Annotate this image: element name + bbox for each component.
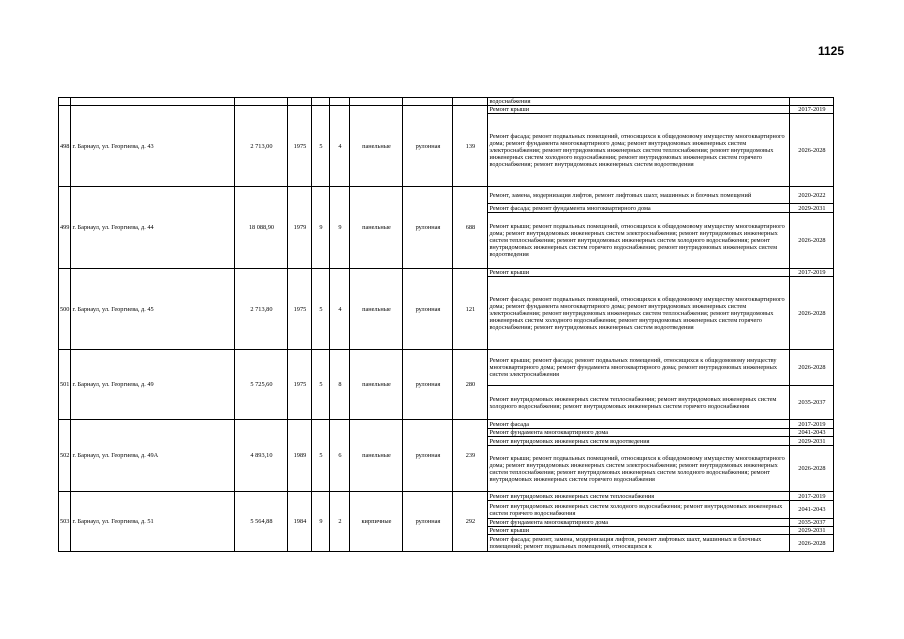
row-number: 499 — [59, 187, 71, 269]
work-description: Ремонт фасада; ремонт фундамента многоквартирного дома — [488, 204, 790, 213]
work-description: Ремонт крыши; ремонт подвальных помещений, относящихся к общедомовому имуществу многоквартирного дома; ремонт внутридомовых инженерных систем электроснабжения; ремонт внутридомовых инженерных систем теплоснабжения; ремонт внутридомовых инженерных систем холодного водоснабжения; ремонт внутридомовых инженерных систем горячего водоснабжения; ремонт внутридомовых инженерных систем водоотведения — [488, 213, 790, 269]
row-number: 501 — [59, 350, 71, 420]
work-description: Ремонт крыши — [488, 106, 790, 114]
row-number: 498 — [59, 106, 71, 187]
residents-count: 292 — [453, 492, 488, 552]
work-period: 2017-2019 — [790, 420, 834, 429]
total-area: 5 564,88 — [235, 492, 288, 552]
roof-type: рулонная — [403, 492, 453, 552]
build-year: 1975 — [288, 350, 312, 420]
address: г. Барнаул, ул. Георгиева, д. 51 — [71, 492, 235, 552]
build-year: 1975 — [288, 106, 312, 187]
residents-count: 139 — [453, 106, 488, 187]
work-period: 2026-2028 — [790, 114, 834, 187]
entrances-count: 8 — [330, 350, 350, 420]
work-description: Ремонт крыши; ремонт подвальных помещений, относящихся к общедомовому имуществу многоквартирного дома; ремонт внутридомовых инженерных систем электроснабжения; ремонт внутридомовых инженерных систем теплоснабжения; ремонт внутридомовых инженерных систем холодного водоснабжения; ремонт внутридомовых инженерных систем горячего водоснабжения — [488, 446, 790, 492]
work-period: 2029-2031 — [790, 527, 834, 535]
work-description: Ремонт фасада; ремонт подвальных помещений, относящихся к общедомовому имуществу многоквартирного дома; ремонт фундамента многоквартирного дома; ремонт внутридомовых инженерных систем электроснабжения; ремонт внутридомовых инженерных систем теплоснабжения; ремонт внутридомовых инженерных систем холодного водоснабжения; ремонт внутридомовых инженерных систем горячего водоснабжения; ремонт внутридомовых инженерных систем водоотведения — [488, 277, 790, 350]
table-row — [59, 187, 834, 204]
row-number: 500 — [59, 269, 71, 350]
work-description: Ремонт внутридомовых инженерных систем холодного водоснабжения; ремонт внутридомовых инженерных систем горячего водоснабжения — [488, 501, 790, 519]
work-period: 2017-2019 — [790, 492, 834, 501]
wall-material: кирпичные — [350, 492, 403, 552]
work-period: 2041-2043 — [790, 429, 834, 437]
work-description: Ремонт внутридомовых инженерных систем теплоснабжения; ремонт внутридомовых инженерных систем холодного водоснабжения; ремонт внутридомовых инженерных систем горячего водоснабжения — [488, 386, 790, 420]
floors-count: 9 — [312, 187, 330, 269]
work-period: 2026-2028 — [790, 277, 834, 350]
table-row — [59, 350, 834, 386]
row-number: 503 — [59, 492, 71, 552]
address: г. Барнаул, ул. Георгиева, д. 43 — [71, 106, 235, 187]
address: г. Барнаул, ул. Георгиева, д. 44 — [71, 187, 235, 269]
entrances-count: 4 — [330, 106, 350, 187]
build-year: 1989 — [288, 420, 312, 492]
work-period: 2029-2031 — [790, 204, 834, 213]
floors-count: 5 — [312, 269, 330, 350]
work-period: 2017-2019 — [790, 269, 834, 277]
entrances-count: 4 — [330, 269, 350, 350]
roof-type: рулонная — [403, 106, 453, 187]
work-description: Ремонт фундамента многоквартирного дома — [488, 519, 790, 527]
work-description: Ремонт крыши — [488, 269, 790, 277]
work-period: 2026-2028 — [790, 446, 834, 492]
work-description: Ремонт крыши — [488, 527, 790, 535]
entrances-count: 2 — [330, 492, 350, 552]
entrances-count: 9 — [330, 187, 350, 269]
roof-type: рулонная — [403, 350, 453, 420]
table-row — [59, 492, 834, 501]
work-period: 2035-2037 — [790, 386, 834, 420]
continuation-text: водоснабжения — [488, 98, 790, 106]
work-period: 2029-2031 — [790, 437, 834, 446]
roof-type: рулонная — [403, 420, 453, 492]
wall-material: панельные — [350, 350, 403, 420]
residents-count: 280 — [453, 350, 488, 420]
work-period: 2026-2028 — [790, 535, 834, 552]
wall-material: панельные — [350, 269, 403, 350]
floors-count: 5 — [312, 350, 330, 420]
total-area: 18 088,90 — [235, 187, 288, 269]
work-period: 2041-2043 — [790, 501, 834, 519]
capital-repair-table — [58, 97, 834, 552]
work-period: 2026-2028 — [790, 213, 834, 269]
address: г. Барнаул, ул. Георгиева, д. 49А — [71, 420, 235, 492]
work-description: Ремонт внутридомовых инженерных систем теплоснабжения — [488, 492, 790, 501]
work-description: Ремонт фасада; ремонт подвальных помещений, относящихся к общедомовому имуществу многоквартирного дома; ремонт фундамента многоквартирного дома; ремонт внутридомовых инженерных систем электроснабжения; ремонт внутридомовых инженерных систем теплоснабжения; ремонт внутридомовых инженерных систем холодного водоснабжения; ремонт внутридомовых инженерных систем горячего водоснабжения; ремонт внутридомовых инженерных систем водоотведения — [488, 114, 790, 187]
build-year: 1975 — [288, 269, 312, 350]
table-row — [59, 269, 834, 277]
work-period: 2026-2028 — [790, 350, 834, 386]
work-description: Ремонт фундамента многоквартирного дома — [488, 429, 790, 437]
address: г. Барнаул, ул. Георгиева, д. 49 — [71, 350, 235, 420]
table-row — [59, 420, 834, 429]
roof-type: рулонная — [403, 187, 453, 269]
wall-material: панельные — [350, 187, 403, 269]
work-period: 2020-2022 — [790, 187, 834, 204]
build-year: 1984 — [288, 492, 312, 552]
wall-material: панельные — [350, 420, 403, 492]
total-area: 2 713,80 — [235, 269, 288, 350]
row-number: 502 — [59, 420, 71, 492]
build-year: 1979 — [288, 187, 312, 269]
residents-count: 121 — [453, 269, 488, 350]
address: г. Барнаул, ул. Георгиева, д. 45 — [71, 269, 235, 350]
work-description: Ремонт внутридомовых инженерных систем водоотведения — [488, 437, 790, 446]
work-description: Ремонт фасада; ремонт, замена, модернизация лифтов, ремонт лифтовых шахт, машинных и блочных помещений; ремонт подвальных помещений, относящихся к — [488, 535, 790, 552]
work-description: Ремонт, замена, модернизация лифтов, ремонт лифтовых шахт, машинных и блочных помещений — [488, 187, 790, 204]
floors-count: 9 — [312, 492, 330, 552]
total-area: 5 725,60 — [235, 350, 288, 420]
continuation-row — [59, 98, 834, 106]
page-number: 1125 — [818, 44, 845, 58]
floors-count: 5 — [312, 420, 330, 492]
total-area: 4 893,10 — [235, 420, 288, 492]
residents-count: 239 — [453, 420, 488, 492]
work-period: 2017-2019 — [790, 106, 834, 114]
roof-type: рулонная — [403, 269, 453, 350]
table-row — [59, 106, 834, 114]
work-description: Ремонт крыши; ремонт фасада; ремонт подвальных помещений, относящихся к общедомовому имуществу многоквартирного дома; ремонт фундамента многоквартирного дома; ремонт внутридомовых инженерных систем электроснабжения — [488, 350, 790, 386]
entrances-count: 6 — [330, 420, 350, 492]
wall-material: панельные — [350, 106, 403, 187]
total-area: 2 713,00 — [235, 106, 288, 187]
work-period: 2035-2037 — [790, 519, 834, 527]
residents-count: 688 — [453, 187, 488, 269]
work-description: Ремонт фасада — [488, 420, 790, 429]
floors-count: 5 — [312, 106, 330, 187]
